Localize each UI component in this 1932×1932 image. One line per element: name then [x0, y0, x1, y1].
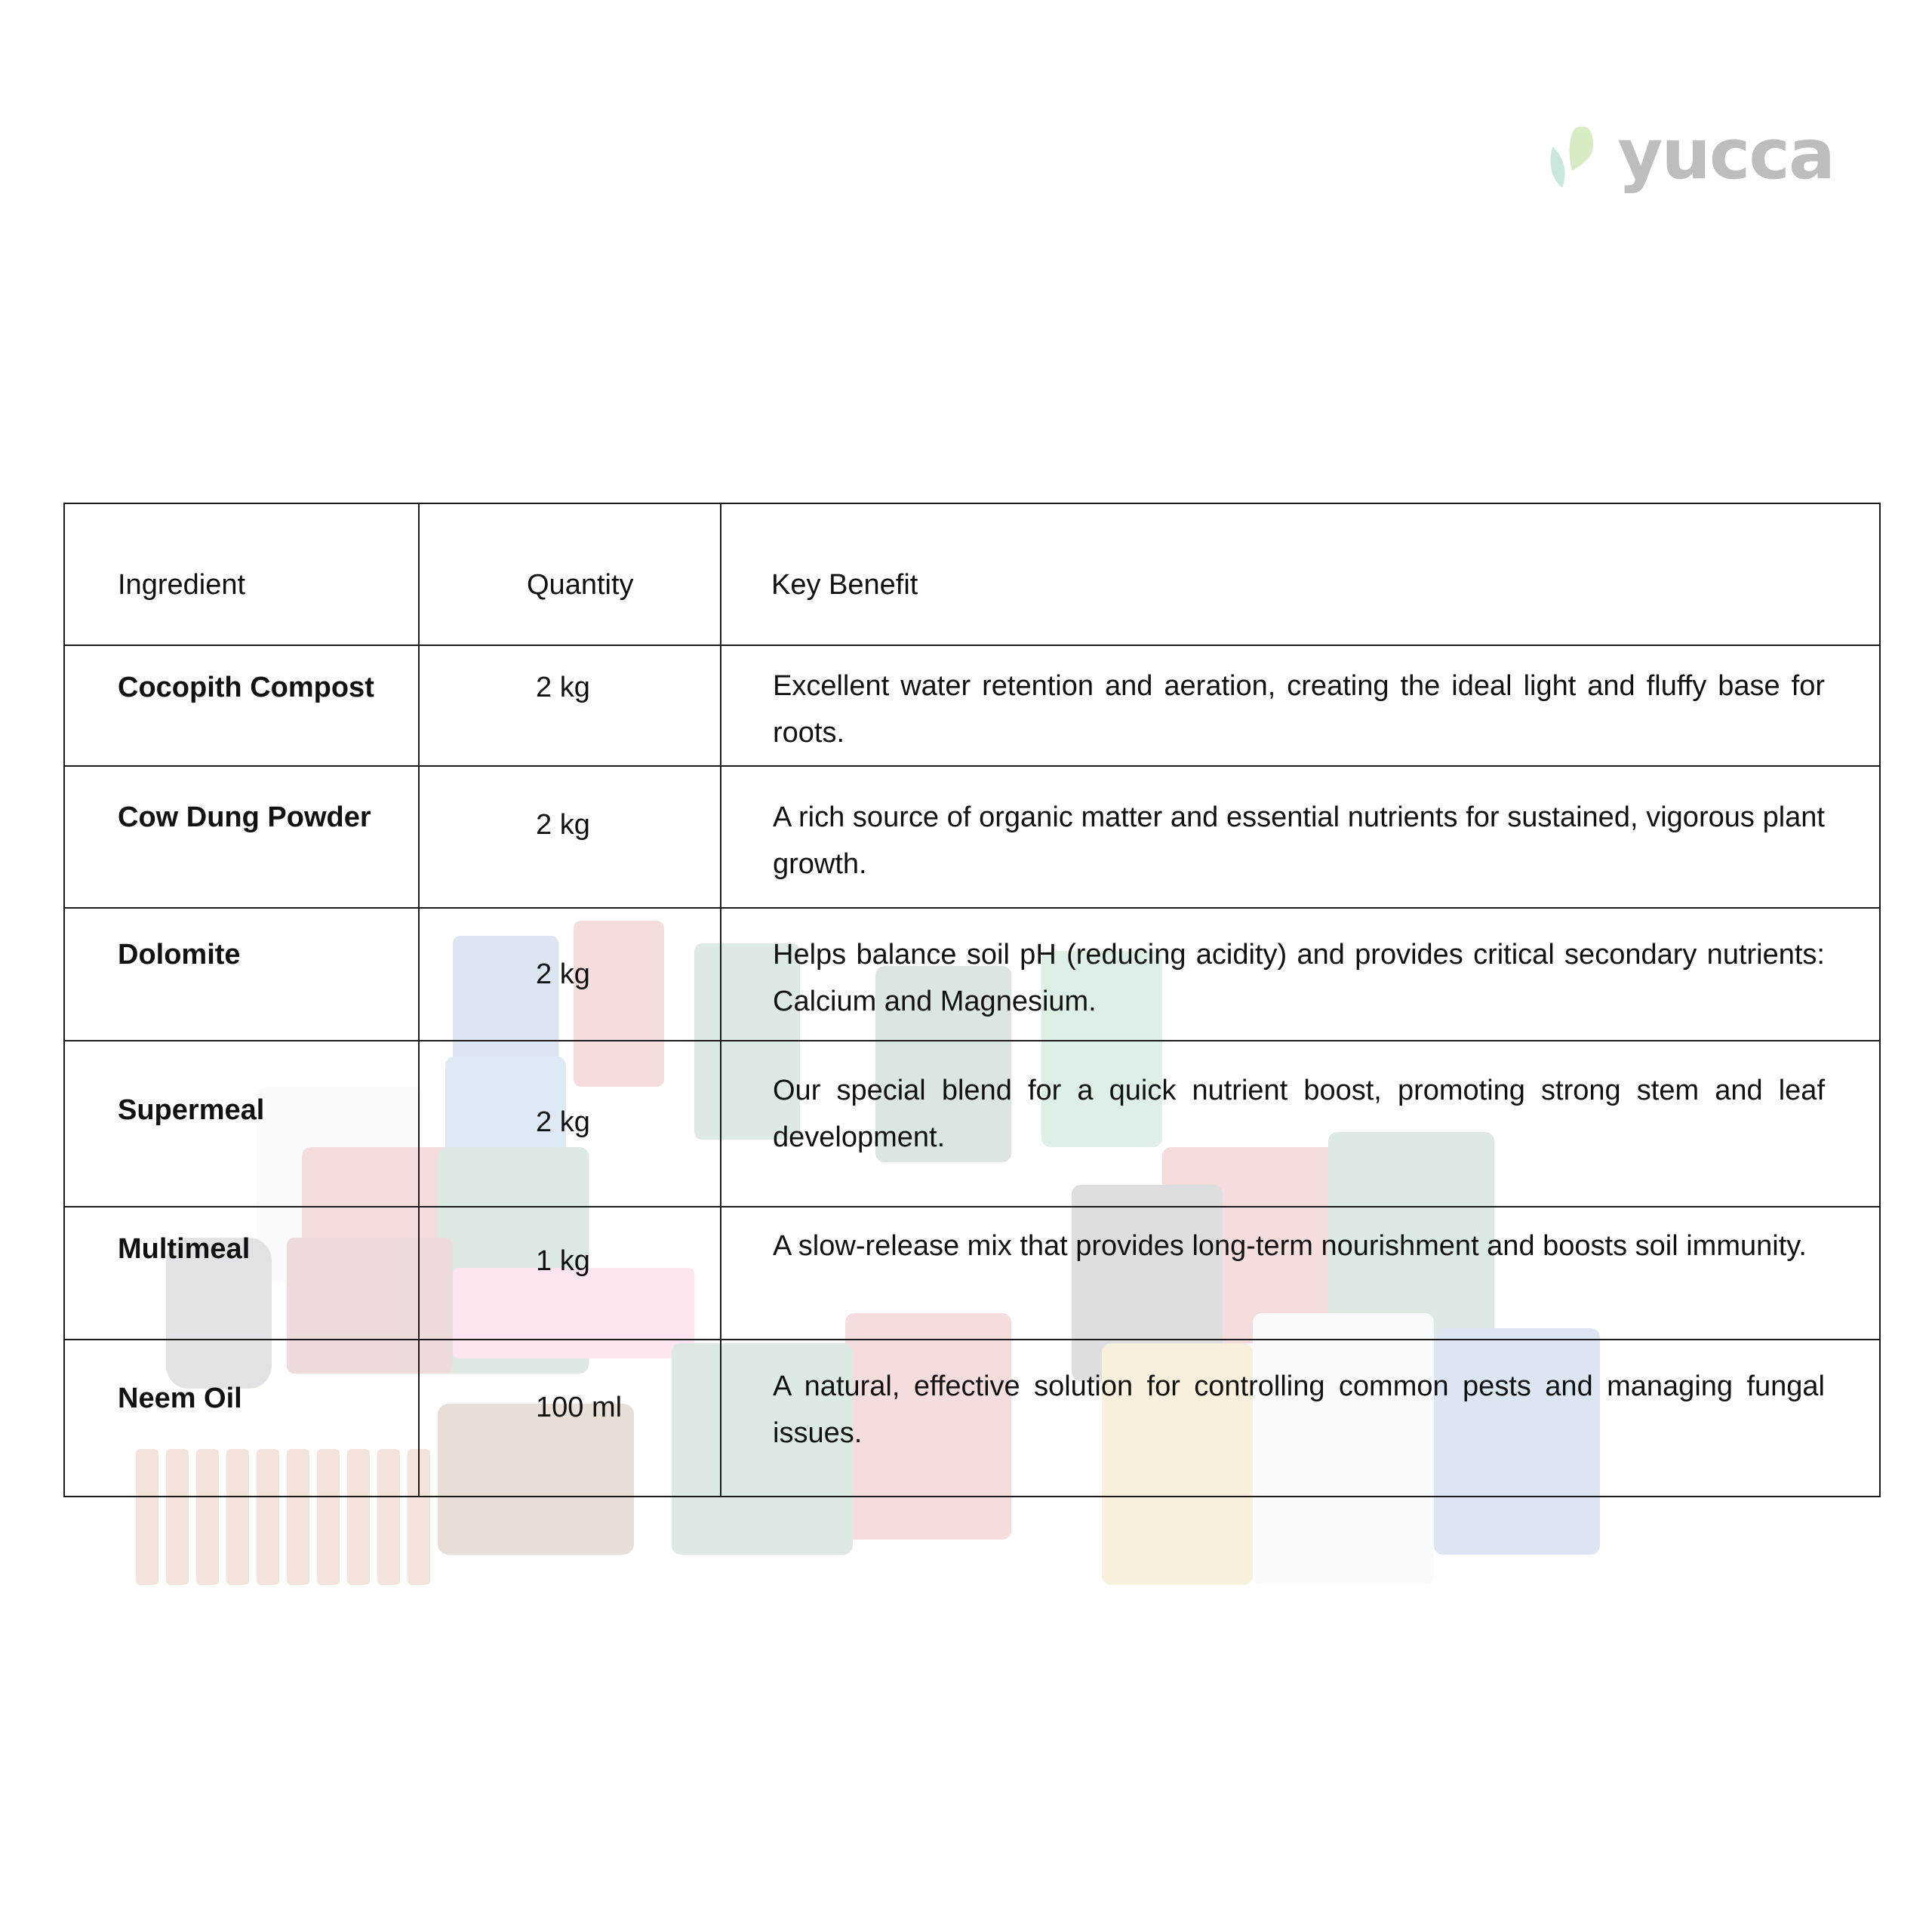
- benefit-cell: Helps balance soil pH (reducing acidity) and provides critical secondary nutrients: Calcium and Magnesium.: [721, 908, 1880, 1041]
- ingredient-cell: Multimeal: [64, 1207, 419, 1340]
- ingredient-cell: Cocopith Compost: [64, 645, 419, 766]
- table-row: [64, 1340, 1880, 1497]
- benefit-cell: A natural, effective solution for controlling common pests and managing fungal issues.: [721, 1340, 1880, 1497]
- benefit-cell: Our special blend for a quick nutrient boost, promoting strong stem and leaf development.: [721, 1041, 1880, 1207]
- table-row: [64, 645, 1880, 766]
- quantity-cell: 100 ml: [419, 1340, 721, 1497]
- ingredient-cell: Dolomite: [64, 908, 419, 1041]
- quantity-cell: 2 kg: [419, 645, 721, 766]
- ingredient-cell: Cow Dung Powder: [64, 766, 419, 908]
- ingredient-cell: Supermeal: [64, 1041, 419, 1207]
- leaf-logo-icon: [1547, 115, 1596, 194]
- brand-wordmark: yucca: [1617, 114, 1834, 195]
- table-row: [64, 1207, 1880, 1340]
- header-key-benefit: Key Benefit: [721, 503, 1880, 645]
- ingredients-table-container: [63, 503, 1879, 1497]
- quantity-cell: 2 kg: [419, 766, 721, 908]
- ingredient-cell: Neem Oil: [64, 1340, 419, 1497]
- header-quantity: Quantity: [419, 503, 721, 645]
- table-header-row: [64, 503, 1880, 645]
- quantity-cell: 1 kg: [419, 1207, 721, 1340]
- benefit-cell: A rich source of organic matter and essential nutrients for sustained, vigorous plant growth.: [721, 766, 1880, 908]
- ingredients-table: [63, 503, 1881, 1497]
- table-row: [64, 766, 1880, 908]
- quantity-cell: 2 kg: [419, 908, 721, 1041]
- table-row: [64, 1041, 1880, 1207]
- quantity-cell: 2 kg: [419, 1041, 721, 1207]
- yucca-logo: [1547, 113, 1834, 196]
- benefit-cell: Excellent water retention and aeration, creating the ideal light and fluffy base for roots.: [721, 645, 1880, 766]
- header-ingredient: Ingredient: [64, 503, 419, 645]
- benefit-cell: A slow-release mix that provides long-term nourishment and boosts soil immunity.: [721, 1207, 1880, 1340]
- table-row: [64, 908, 1880, 1041]
